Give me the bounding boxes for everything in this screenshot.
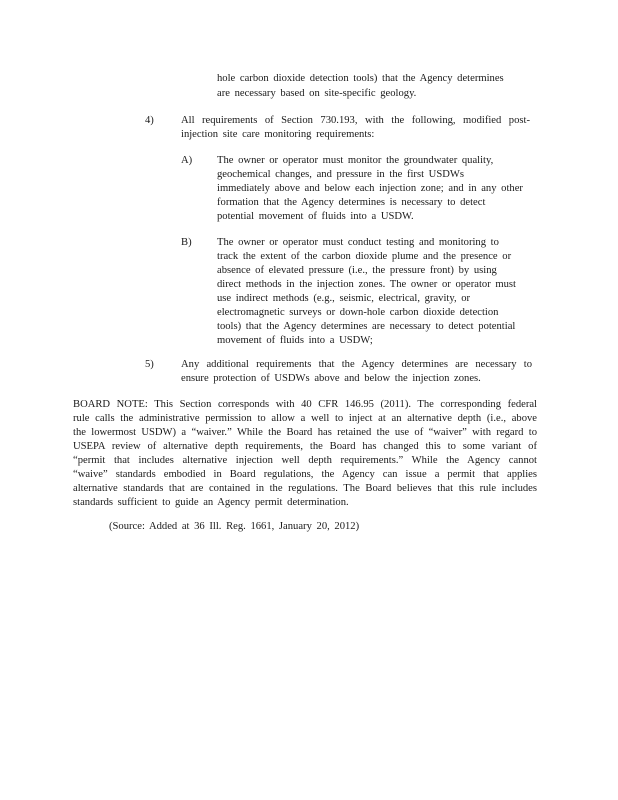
item-b-line-3: absence of elevated pressure (i.e., the pressure front) by using bbox=[217, 265, 497, 276]
board-note-line-1: BOARD NOTE: This Section corresponds with 40 CFR 146.95 (2011). The corresponding federal bbox=[73, 399, 537, 410]
item-b-line-8: movement of fluids into a USDW; bbox=[217, 335, 373, 346]
item-4-line-1: All requirements of Section 730.193, with the following, modified post- bbox=[181, 115, 530, 126]
item-5-line-2: ensure protection of USDWs above and below the injection zones. bbox=[181, 373, 481, 384]
item-5-line-1: Any additional requirements that the Agency determines are necessary to bbox=[181, 359, 532, 370]
item-5-number: 5) bbox=[145, 359, 154, 370]
item-b-line-5: use indirect methods (e.g., seismic, electrical, gravity, or bbox=[217, 293, 471, 304]
item-4-number: 4) bbox=[145, 115, 154, 126]
item-b-line-6: electromagnetic surveys or down-hole carbon dioxide detection bbox=[217, 307, 499, 318]
item-b-line-4: direct methods in the injection zones. The owner or operator must bbox=[217, 279, 516, 290]
item-a-label: A) bbox=[181, 155, 193, 166]
board-note-line-6: “waive” standards embodied in Board regulations, the Agency can issue a permit that applies bbox=[73, 469, 537, 480]
continuation-line-2: are necessary based on site-specific geology. bbox=[217, 88, 417, 99]
item-b-line-2: track the extent of the carbon dioxide plume and the presence or bbox=[217, 251, 512, 262]
item-b-line-7: tools) that the Agency determines are necessary to detect potential bbox=[217, 321, 516, 332]
item-a-line-3: immediately above and below each injection zone; and in any other bbox=[217, 183, 523, 194]
item-a-line-5: potential movement of fluids into a USDW. bbox=[217, 211, 414, 222]
item-4-line-2: injection site care monitoring requirements: bbox=[181, 129, 375, 140]
item-a-line-1: The owner or operator must monitor the groundwater quality, bbox=[217, 155, 494, 166]
board-note-line-2: rule calls the administrative permission to allow a well to inject at an alternative depth (i.e., above bbox=[73, 413, 537, 424]
board-note-line-3: the lowermost USDW) a “waiver.” While the Board has retained the use of “waiver” with regard to bbox=[73, 427, 537, 438]
continuation-line-1: hole carbon dioxide detection tools) that the Agency determines bbox=[217, 73, 504, 84]
board-note-line-8: standards sufficient to guide an Agency permit determination. bbox=[73, 497, 349, 508]
source-citation: (Source: Added at 36 Ill. Reg. 1661, January 20, 2012) bbox=[109, 521, 360, 532]
board-note-line-5: “permit that includes alternative injection well depth requirements.” While the Agency cannot bbox=[73, 455, 537, 466]
item-a-line-4: formation that the Agency determines is necessary to detect bbox=[217, 197, 486, 208]
item-b-label: B) bbox=[181, 237, 192, 248]
item-b-line-1: The owner or operator must conduct testing and monitoring to bbox=[217, 237, 499, 248]
board-note-line-4: USEPA review of alternative depth requirements, the Board has changed this to some variant of bbox=[73, 441, 537, 452]
board-note-line-7: alternative standards that are contained in the regulations. The Board believes that this rule includes bbox=[73, 483, 537, 494]
item-a-line-2: geochemical changes, and pressure in the first USDWs bbox=[217, 169, 464, 180]
